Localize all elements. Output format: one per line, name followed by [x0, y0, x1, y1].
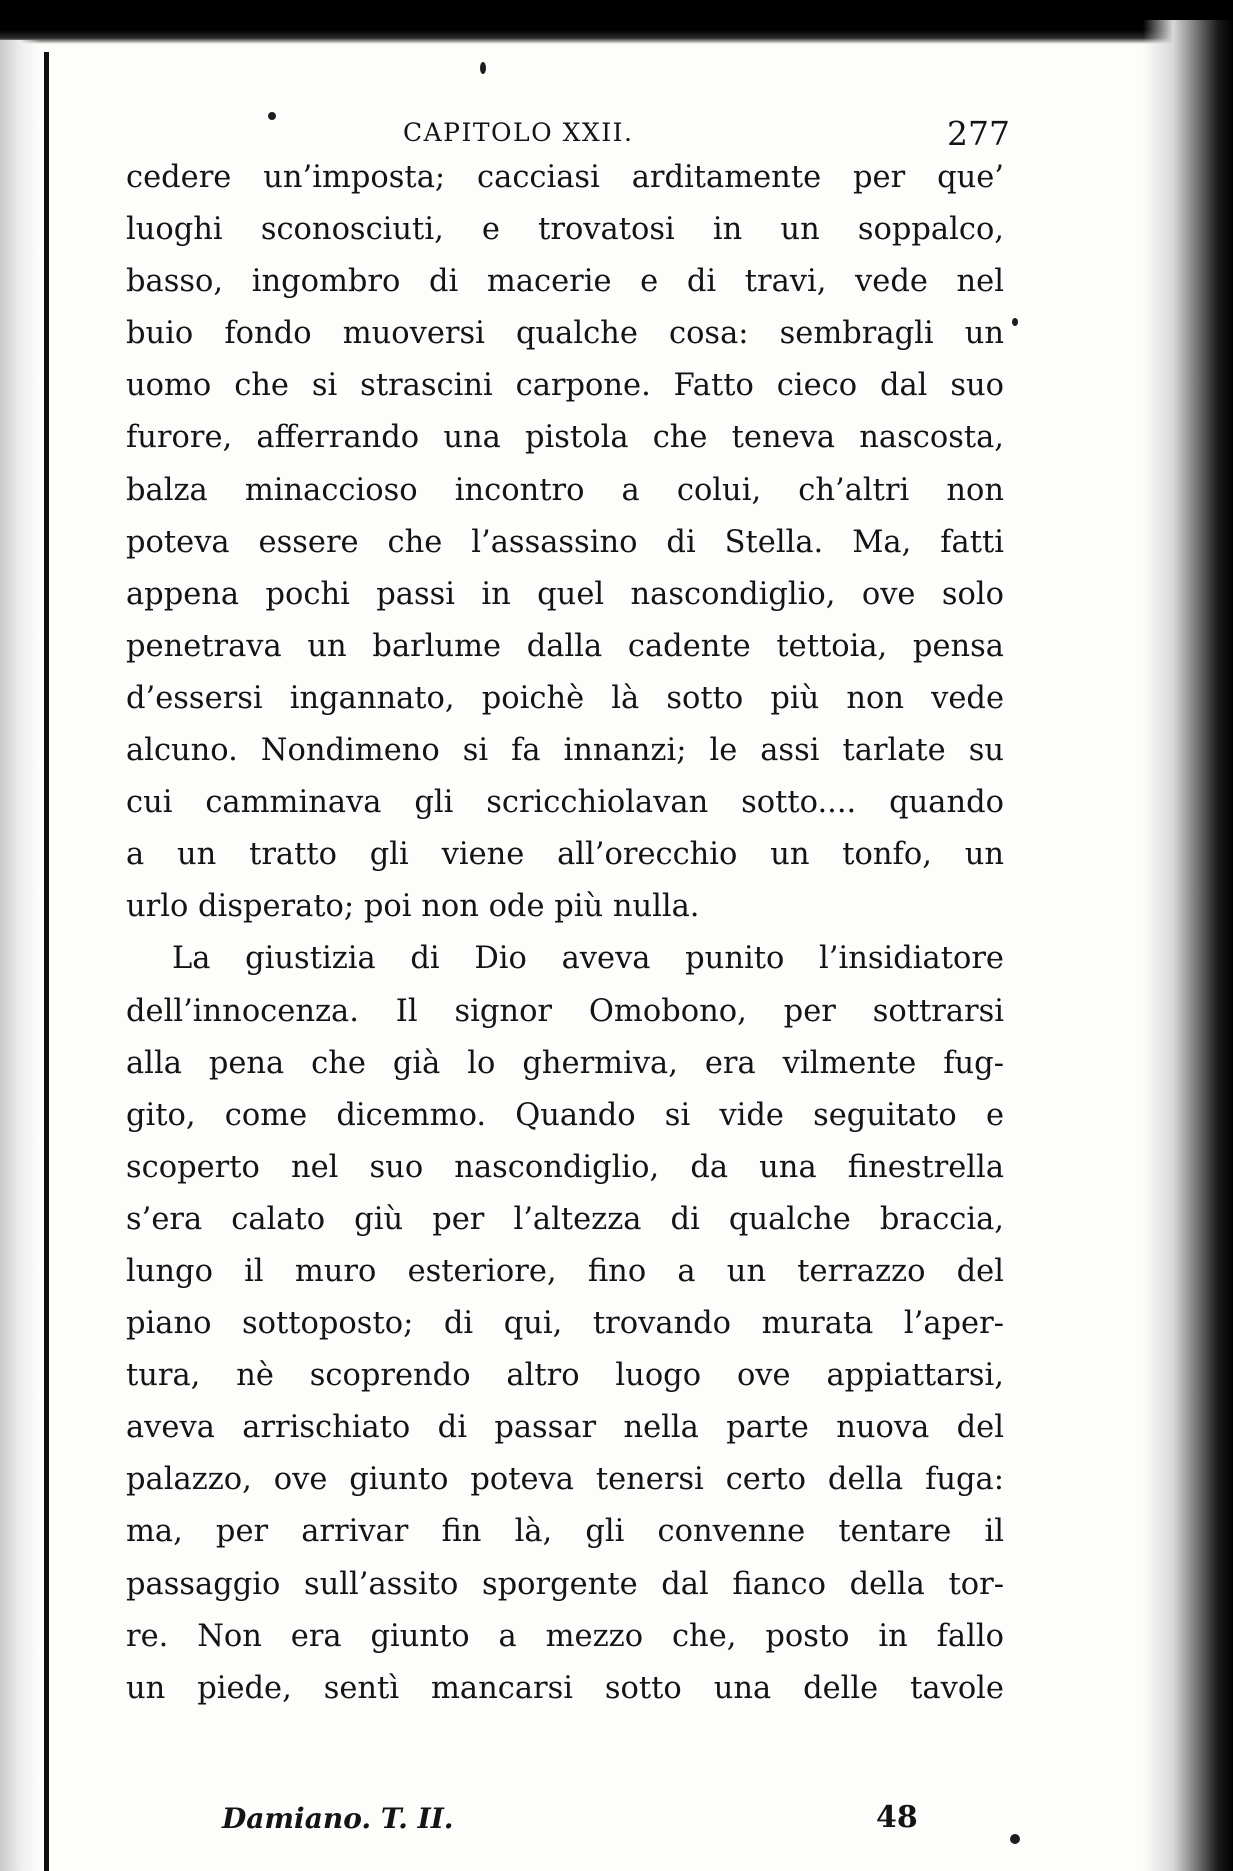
text-line: a un tratto gli viene all’orecchio un tonfo, un — [126, 837, 1004, 873]
text-line: un piede, sentì mancarsi sotto una delle tavole — [126, 1670, 1004, 1706]
ink-speck — [1012, 318, 1018, 326]
printer-signature: Damiano. T. II. — [222, 1802, 454, 1835]
text-line: basso, ingombro di macerie e di travi, vede nel — [126, 264, 1004, 300]
text-line: poteva essere che l’assassino di Stella. Ma, fatti — [126, 524, 1004, 560]
text-line: gito, come dicemmo. Quando si vide seguitato e — [126, 1097, 1004, 1133]
text-line: appena pochi passi in quel nascondiglio, ove solo — [126, 576, 1004, 612]
text-line: buio fondo muoversi qualche cosa: sembragli un — [126, 316, 1004, 352]
text-line: tura, nè scoprendo altro luogo ove appiattarsi, — [126, 1358, 1004, 1394]
text-line: palazzo, ove giunto poteva tenersi certo della fuga: — [126, 1462, 1004, 1498]
text-line: dell’innocenza. Il signor Omobono, per sottrarsi — [126, 993, 1004, 1029]
right-page-edge-shadow — [1143, 20, 1233, 1871]
text-line: scoperto nel suo nascondiglio, da una finestrella — [126, 1149, 1004, 1185]
text-line: luoghi sconosciuti, e trovatosi in un soppalco, — [126, 212, 1004, 248]
text-line: uomo che si strascini carpone. Fatto cieco dal suo — [126, 368, 1004, 404]
ink-speck — [1010, 1834, 1020, 1844]
text-line: alcuno. Nondimeno si fa innanzi; le assi tarlate su — [126, 733, 1004, 769]
left-gutter-shadow — [0, 40, 40, 1871]
text-line: cui camminava gli scricchiolavan sotto.... quando — [126, 785, 1004, 821]
text-line: urlo disperato; poi non ode più nulla. — [126, 889, 700, 925]
text-line: piano sottoposto; di qui, trovando murata l’aper- — [126, 1306, 1004, 1342]
text-line: ma, per arrivar fin là, gli convenne tentare il — [126, 1514, 1004, 1550]
text-line: alla pena che già lo ghermiva, era vilmente fug- — [126, 1045, 1004, 1081]
text-line: s’era calato giù per l’altezza di qualche braccia, — [126, 1201, 1004, 1237]
text-line: furore, afferrando una pistola che teneva nascosta, — [126, 420, 1004, 456]
text-line: cedere un’imposta; cacciasi arditamente per que’ — [126, 160, 1004, 195]
text-line: re. Non era giunto a mezzo che, posto in fallo — [126, 1618, 1004, 1654]
left-page-edge — [44, 52, 49, 1871]
top-binding-shadow — [0, 0, 1233, 44]
text-line: lungo il muro esteriore, fino a un terrazzo del — [126, 1253, 1004, 1289]
paragraph-start-line: La giustizia di Dio aveva punito l’insidiatore — [172, 941, 1004, 977]
ink-speck — [480, 62, 486, 74]
text-line: d’essersi ingannato, poichè là sotto più non vede — [126, 680, 1004, 716]
text-line: balza minaccioso incontro a colui, ch’altri non — [126, 472, 1004, 508]
text-line: penetrava un barlume dalla cadente tettoia, pensa — [126, 628, 1004, 664]
body-text — [126, 152, 1004, 1715]
sheet-number: 48 — [876, 1800, 918, 1835]
chapter-title: CAPITOLO XXII. — [403, 118, 634, 147]
page-number: 277 — [947, 114, 1010, 153]
text-line: aveva arrischiato di passar nella parte nuova del — [126, 1410, 1004, 1446]
text-line: passaggio sull’assito sporgente dal fianco della tor- — [126, 1566, 1004, 1602]
